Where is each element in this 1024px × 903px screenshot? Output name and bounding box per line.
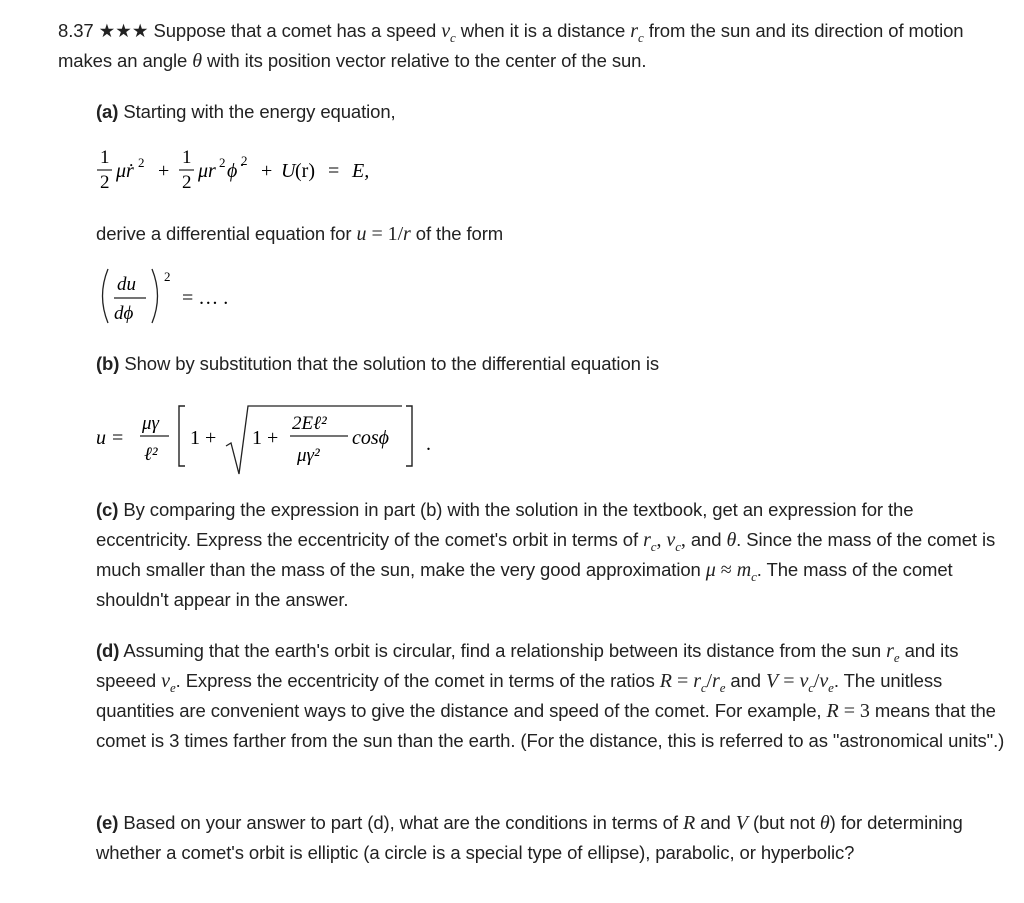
problem-statement: 8.37 ★★★ Suppose that a comet has a speed $v_c$ when it is a distance $r_c$ from the sun and its direction of motion makes an angle θ with its position vector relative to the center of the sun. (58, 20, 964, 72)
dphi-denominator: dϕ (114, 303, 134, 324)
problem-number: 8.37 (58, 20, 94, 41)
energy-equation (96, 146, 426, 196)
part-d-question: (d) Assuming that the earth's orbit is circular, find a relationship between its distance from the sun $r_e$ and its speeed $v_e$. Express the eccentricity of the comet in terms of the ratios $R = r_c/r_e$ and $V = v_c/v_e$. The unitless quantities are convenient ways to give the distance and speed of the comet. For example, R = 3 means that the comet is 3 times farther from the sun than the earth. (For the distance, this is referred to as "astronomical units".) (96, 640, 1005, 751)
du-numerator: du (117, 274, 136, 295)
derive-instruction: derive a differential equation for u = 1/r of the form (96, 223, 504, 245)
kinetic-radial: μṙ (116, 160, 134, 182)
part-d-label: (d) (96, 640, 120, 661)
svg-text:2: 2 (219, 155, 226, 170)
angle-symbol: θ (192, 50, 202, 72)
svg-text:ℓ²: ℓ² (144, 444, 158, 465)
svg-text:2: 2 (241, 153, 248, 168)
svg-text:2Eℓ²: 2Eℓ² (292, 413, 327, 434)
frac-one: 1 (100, 147, 110, 168)
equals-dots: = … . (182, 287, 229, 309)
part-b-intro: (b) Show by substitution that the solution to the differential equation is (96, 353, 660, 374)
svg-text:(r): (r) (295, 160, 315, 182)
svg-text:1 +: 1 + (252, 427, 279, 449)
svg-text:u: u (96, 427, 106, 449)
svg-text:+: + (261, 160, 273, 182)
part-a-label: (a) (96, 101, 119, 122)
part-e-question: (e) Based on your answer to part (d), what are the conditions in terms of R and V (but not θ) for determining whether a comet's orbit is elliptic (a circle is a special type of ellipse), parabolic, or hyperbolic? (96, 812, 963, 863)
part-a-intro: (a) Starting with the energy equation, (96, 101, 396, 122)
svg-text:2: 2 (182, 172, 192, 193)
part-c-question: (c) By comparing the expression in part (b) with the solution in the textbook, get an expression for the eccentricity. Express the eccentricity of the comet's orbit in terms of $r_c$, $v_c$, and θ. Since the mass of the comet is much smaller than the mass of the sun, make the very good approximation $\mu \approx m_c$. The mass of the comet shouldn't appear in the answer. (96, 499, 996, 610)
svg-text:.: . (426, 433, 431, 455)
svg-text:=: = (112, 427, 124, 449)
difficulty-stars-icon: ★★★ (98, 20, 149, 41)
part-e-label: (e) (96, 812, 119, 833)
part-b-label: (b) (96, 353, 120, 374)
svg-text:=: = (328, 160, 340, 182)
svg-text:+: + (158, 160, 170, 182)
frac-two: 2 (100, 172, 110, 193)
svg-text:μγ²: μγ² (297, 445, 320, 466)
svg-text:2: 2 (138, 155, 145, 170)
du-dphi-equation (96, 265, 296, 327)
speed-symbol: $v_c$ (441, 20, 456, 45)
svg-text:cosϕ: cosϕ (352, 427, 390, 449)
total-energy: E, (352, 160, 370, 182)
potential-energy: U (281, 160, 296, 182)
kinetic-angular: μr (198, 160, 216, 182)
svg-text:ϕ̇: ϕ̇ (227, 160, 238, 182)
svg-text:1 +: 1 + (190, 427, 217, 449)
distance-symbol: $r_c$ (630, 20, 644, 45)
part-c-label: (c) (96, 499, 119, 520)
svg-text:2: 2 (164, 269, 171, 284)
svg-text:μγ: μγ (142, 413, 160, 434)
orbit-solution-equation (96, 400, 456, 478)
svg-text:1: 1 (182, 147, 192, 168)
